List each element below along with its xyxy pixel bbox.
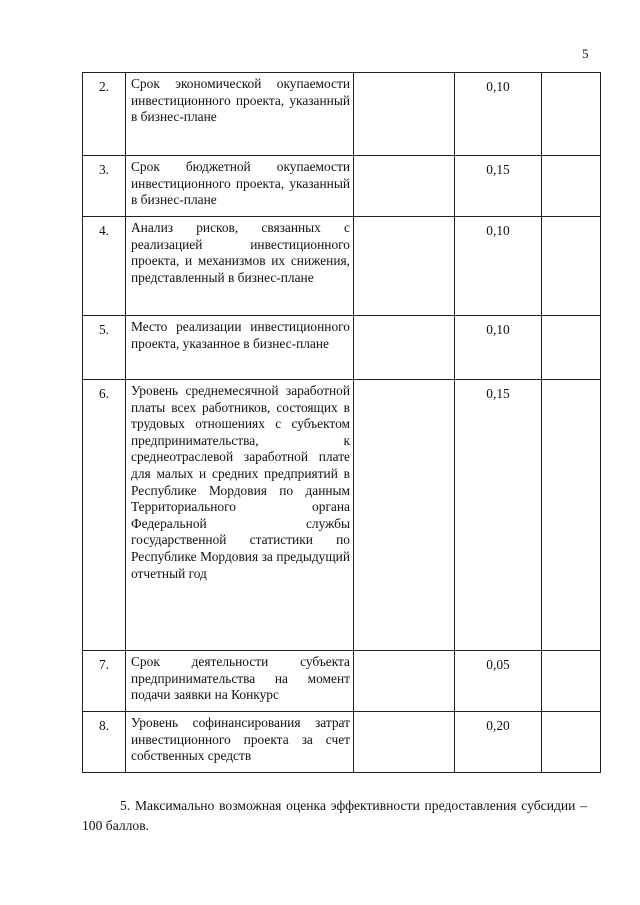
criterion-name: Уровень среднемесячной заработной платы всех работников, состоящих в трудовых отношениях с субъектом предпринимательства, к среднеотраслевой заработной плате для малых и средних предприятий в Республике Мордовия по данным Территориального органа Федеральной службы государственной статистики по Республике Мордовия за предыдущий отчетный год [126,380,354,651]
criterion-weight: 0,05 [455,651,542,712]
table-row [83,217,601,316]
criterion-weight: 0,10 [455,217,542,316]
closing-paragraph: 5. Максимально возможная оценка эффективности предоставления субсидии – 100 баллов. [82,798,587,833]
criterion-name: Срок бюджетной окупаемости инвестиционного проекта, указанный в бизнес-плане [126,156,354,217]
table-row [83,156,601,217]
criterion-name: Анализ рисков, связанных с реализацией инвестиционного проекта, и механизмов их снижения, представленный в бизнес-плане [126,217,354,316]
criterion-name: Срок деятельности субъекта предпринимательства на момент подачи заявки на Конкурс [126,651,354,712]
table-row [83,651,601,712]
empty-cell [354,380,455,651]
row-number: 7. [83,651,126,712]
empty-cell [354,651,455,712]
criterion-weight: 0,10 [455,316,542,380]
empty-cell [542,156,601,217]
table-row [83,712,601,773]
empty-cell [542,651,601,712]
criterion-weight: 0,20 [455,712,542,773]
criterion-name: Место реализации инвестиционного проекта, указанное в бизнес-плане [126,316,354,380]
empty-cell [354,217,455,316]
empty-cell [354,156,455,217]
empty-cell [354,73,455,156]
criterion-weight: 0,15 [455,380,542,651]
criterion-weight: 0,15 [455,156,542,217]
table-row [83,380,601,651]
row-number: 5. [83,316,126,380]
empty-cell [542,73,601,156]
row-number: 2. [83,73,126,156]
empty-cell [542,316,601,380]
empty-cell [354,316,455,380]
table-row [83,73,601,156]
empty-cell [542,380,601,651]
criteria-table [82,72,601,773]
table-row [83,316,601,380]
empty-cell [542,217,601,316]
row-number: 4. [83,217,126,316]
row-number: 8. [83,712,126,773]
criterion-weight: 0,10 [455,73,542,156]
empty-cell [542,712,601,773]
empty-cell [354,712,455,773]
page-number: 5 [582,46,589,61]
row-number: 6. [83,380,126,651]
criterion-name: Уровень софинансирования затрат инвестиционного проекта за счет собственных средств [126,712,354,773]
row-number: 3. [83,156,126,217]
criterion-name: Срок экономической окупаемости инвестиционного проекта, указанный в бизнес-плане [126,73,354,156]
